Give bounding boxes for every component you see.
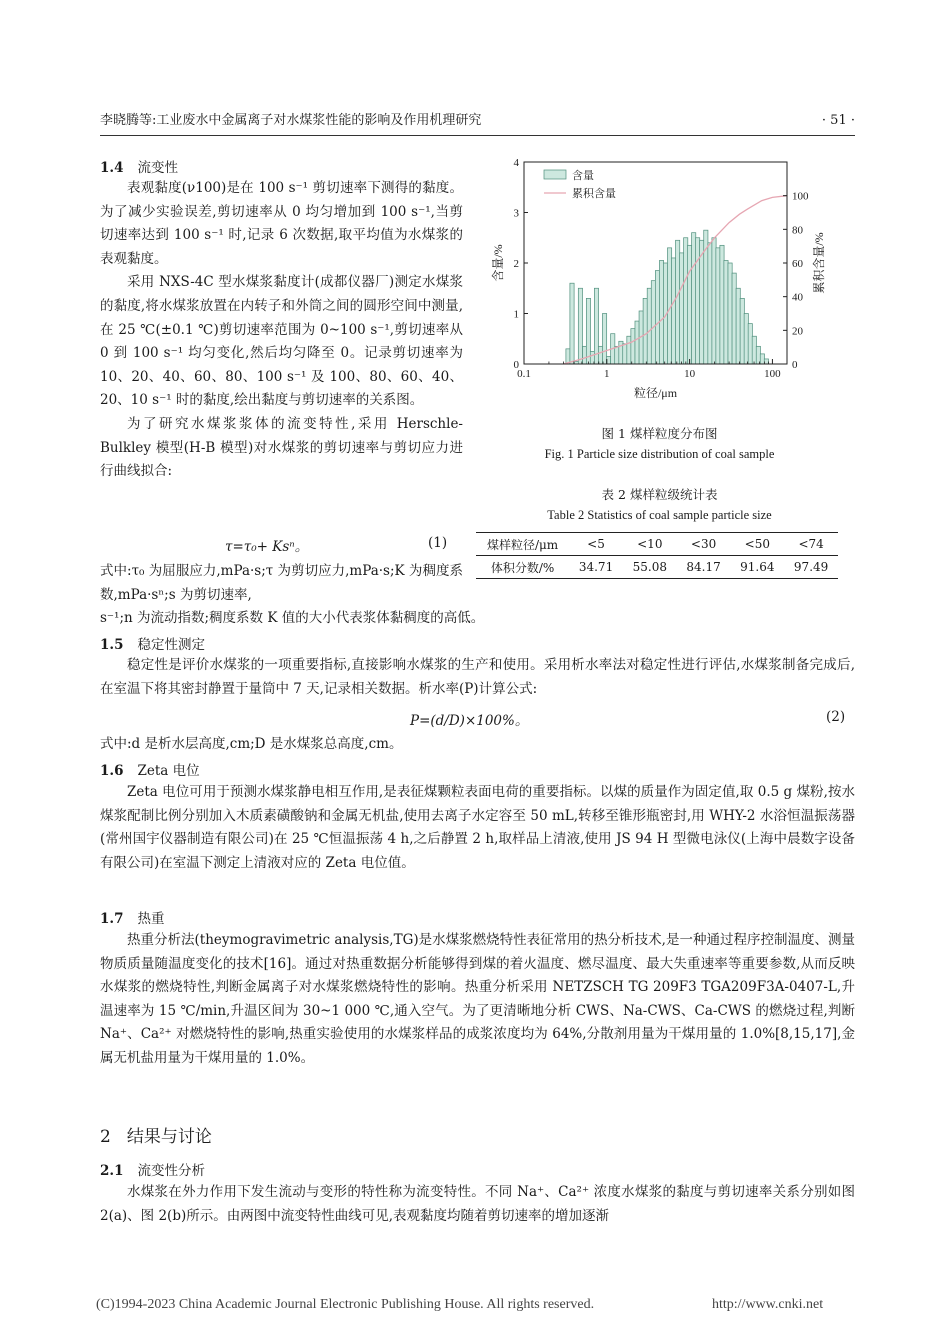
- equation-2-number: (2): [826, 709, 846, 725]
- y2-axis-label: 累积含量/%: [812, 232, 826, 294]
- y-tick-label: 3: [513, 207, 519, 220]
- table-row: [476, 533, 838, 556]
- figure-1-caption: 图 1 煤样粒度分布图: [601, 426, 718, 441]
- section-1-6-heading: [100, 759, 200, 779]
- chart-bar: [635, 321, 639, 364]
- equation-1-where-cont: s⁻¹;n 为流动指数;稠度系数 K 值的大小代表浆体黏稠度的高低。: [100, 610, 485, 626]
- paragraph: 表观黏度(ν100)是在 100 s⁻¹ 剪切速率下测得的黏度。为了减少实验误差,剪切速率从 0 均匀增加到 100 s⁻¹,当剪切速率达到 100 s⁻¹ 时,记录 6 次数据,取平均值为水煤浆的表观黏度。: [100, 180, 463, 267]
- chart-bar: [724, 260, 728, 364]
- copyright-footer: (C)1994-2023 China Academic Journal Electronic Publishing House. All rights reserved.: [96, 1297, 595, 1312]
- chart-bar: [623, 344, 627, 364]
- y2-tick-label: 80: [792, 224, 803, 237]
- y2-tick-label: 100: [792, 190, 809, 203]
- table-cell: <50: [730, 533, 784, 556]
- x-tick-label: 0.1: [517, 368, 531, 380]
- equation-1-number: (1): [428, 535, 448, 551]
- chart-bar: [676, 240, 680, 364]
- legend-swatch-bars: [544, 170, 566, 179]
- chart-bar: [647, 288, 651, 364]
- chart-bar: [615, 346, 619, 364]
- chart-bar: [744, 314, 748, 365]
- y-tick-label: 4: [513, 157, 519, 169]
- y2-tick-label: 0: [792, 359, 798, 371]
- section-title: 热重: [137, 911, 165, 927]
- y2-tick-label: 20: [792, 325, 803, 338]
- chart-bar: [672, 258, 676, 364]
- equation-2-where: 式中:d 是析水层高度,cm;D 是水煤浆总高度,cm。: [100, 736, 403, 752]
- chart-bar: [627, 336, 631, 364]
- legend-label: 含量: [572, 170, 594, 182]
- chart-bar: [756, 346, 760, 364]
- section-title: 流变性分析: [137, 1163, 205, 1179]
- table-2-caption-en: Table 2 Statistics of coal sample particle size: [547, 508, 772, 522]
- section-number: 1.7: [100, 911, 124, 927]
- table-cell: 体积分数/%: [476, 556, 569, 579]
- chart-bar: [578, 288, 582, 364]
- chart-bar: [651, 281, 655, 364]
- y-tick-label: 1: [513, 308, 519, 321]
- chart-bar: [708, 243, 712, 364]
- chart-bar: [696, 238, 700, 364]
- paragraph: Zeta 电位可用于预测水煤浆静电相互作用,是表征煤颗粒表面电荷的重要指标。以煤的质量作为固定值,取 0.5 g 煤粉,按水煤浆配制比例分别加入木质素磺酸钠和金属无机盐,使用去离子水定容至 50 mL,转移至锥形瓶密封,用 WHY-2 水浴恒温振荡器(常州国宇仪器制造有限公司)在 25 ℃恒温振荡 4 h,之后静置 2 h,取样品上清液,使用 JS 94 H 型微电泳仪(上海中晨数字设备有限公司)在室温下测定上清液对应的 Zeta 电位值。: [100, 784, 855, 871]
- table-cell: 91.64: [730, 556, 784, 579]
- chart-bar: [631, 329, 635, 364]
- table-row: [476, 556, 838, 579]
- y-tick-label: 2: [513, 258, 519, 270]
- x-axis-label: 粒径/μm: [633, 386, 678, 400]
- chart-bar: [659, 260, 663, 364]
- chart-bar: [680, 253, 684, 364]
- table-cell: <30: [677, 533, 731, 556]
- section-1-5-body: [100, 654, 855, 701]
- paragraph: 热重分析法(theymogravimetric analysis,TG)是水煤浆燃烧特性表征常用的热分析技术,是一种通过程序控制温度、测量物质质量随温度变化的技术[16]。通过对热重数据分析能够得到煤的着火温度、燃尽温度、最大失重速率等重要参数,从而反映水煤浆的燃烧特性,判断金属离子对水煤浆燃烧特性的影响。热重分析采用 NETZSCH TG 209F3 TGA209F3A-0407-L,升温速率为 15 ℃/min,升温区间为 30~1 000 ℃,通入空气。为了更清晰地分析 CWS、Na-CWS、Ca-CWS 的燃烧过程,判断 Na⁺、Ca²⁺ 对燃烧特性的影响,热重实验使用的水煤浆样品的成浆浓度均为 64%,分散剂用量为干煤用量的 1.0%[8,15,17],金属无机盐用量为干煤用量的 1.0%。: [100, 932, 855, 1066]
- chart-bar: [655, 271, 659, 364]
- equation-1-where: 式中:τ₀ 为屈服应力,mPa·s;τ 为剪切应力,mPa·s;K 为稠度系数,mPa·sⁿ;s 为剪切速率,: [100, 563, 463, 603]
- y2-tick-label: 60: [792, 258, 803, 270]
- table-2-caption: 表 2 煤样粒级统计表: [601, 487, 718, 502]
- chart-bar: [748, 324, 752, 364]
- particle-size-table: [476, 532, 838, 579]
- table-cell: 84.17: [677, 556, 731, 579]
- chart-bar: [688, 245, 692, 364]
- chart-bar: [736, 288, 740, 364]
- x-tick-label: 1: [604, 368, 610, 380]
- paragraph: 采用 NXS-4C 型水煤浆黏度计(成都仪器厂)测定水煤浆的黏度,将水煤浆放置在内转子和外筒之间的圆形空间中测量,在 25 ℃(±0.1 ℃)剪切速率范围为 0~100 s⁻¹,剪切速率从 0 到 100 s⁻¹ 均匀变化,然后均匀降至 0。记录剪切速率为 10、20、40、60、80、100 s⁻¹ 及 100、80、60、40、20、10 s⁻¹ 时的黏度,绘出黏度与剪切速率的关系图。: [100, 274, 463, 409]
- chart-bar: [740, 298, 744, 364]
- chart-bar: [732, 273, 736, 364]
- chart-bar: [720, 245, 724, 364]
- equation-1: τ=τ₀+ Ksⁿ。: [225, 539, 309, 555]
- section-1-6-body: [100, 781, 855, 875]
- equation-2: P=(d/D)×100%。: [410, 713, 529, 729]
- section-number: 2.1: [100, 1163, 124, 1179]
- chapter-title: 结果与讨论: [126, 1127, 212, 1147]
- table-cell: <74: [784, 533, 838, 556]
- page-number: · 51 ·: [821, 113, 855, 128]
- chart-bar: [764, 359, 768, 364]
- chart-bar: [760, 354, 764, 364]
- chart-bar: [716, 248, 720, 364]
- chapter-number: 2: [100, 1127, 111, 1147]
- table-cell: <10: [623, 533, 677, 556]
- chart-bar: [712, 238, 716, 364]
- section-number: 1.6: [100, 763, 124, 779]
- section-title: 流变性: [137, 160, 178, 176]
- section-2-1-body: [100, 1181, 855, 1228]
- x-tick-label: 10: [684, 368, 696, 380]
- section-1-7-body: [100, 929, 855, 1071]
- table-cell: <5: [569, 533, 623, 556]
- section-title: 稳定性测定: [137, 637, 205, 653]
- figure-1-caption-en: Fig. 1 Particle size distribution of coal sample: [544, 447, 775, 461]
- particle-size-chart: [482, 148, 852, 408]
- section-1-4-body: [100, 177, 463, 484]
- chart-bar: [586, 298, 590, 364]
- section-1-4-heading: [100, 156, 178, 176]
- running-header-title: 李晓腾等:工业废水中金属离子对水煤浆性能的影响及作用机理研究: [100, 113, 482, 128]
- table-cell: 34.71: [569, 556, 623, 579]
- paragraph: 为了研究水煤浆浆体的流变特性,采用 Herschle-Bulkley 模型(H-B 模型)对水煤浆的剪切速率与剪切应力进行曲线拟合:: [100, 415, 463, 480]
- chart-bar: [570, 283, 574, 364]
- section-2-1-heading: [100, 1159, 205, 1179]
- chart-bar: [598, 346, 602, 364]
- y-axis-label: 含量/%: [491, 244, 505, 282]
- section-number: 1.4: [100, 160, 124, 176]
- running-header: [100, 111, 855, 136]
- table-cell: 55.08: [623, 556, 677, 579]
- chart-bar: [594, 288, 598, 364]
- footer-url: http://www.cnki.net: [712, 1297, 824, 1312]
- chart-bar: [692, 233, 696, 364]
- chart-bar: [752, 336, 756, 364]
- section-title: Zeta 电位: [137, 763, 200, 779]
- legend-label: 累积含量: [572, 188, 616, 200]
- chapter-2-heading: [100, 1122, 212, 1147]
- section-number: 1.5: [100, 637, 124, 653]
- chart-bar: [643, 298, 647, 364]
- x-tick-label: 100: [764, 368, 781, 380]
- paragraph: 稳定性是评价水煤浆的一项重要指标,直接影响水煤浆的生产和使用。采用析水率法对稳定性进行评估,水煤浆制备完成后,在室温下将其密封静置于量筒中 7 天,记录相关数据。析水率(P)计算公式:: [100, 657, 855, 697]
- section-1-5-heading: [100, 633, 205, 653]
- chart-bar: [602, 314, 606, 365]
- table-cell: 煤样粒径/μm: [476, 533, 569, 556]
- y2-tick-label: 40: [792, 291, 803, 304]
- y-tick-label: 0: [513, 359, 519, 371]
- paragraph: 水煤浆在外力作用下发生流动与变形的特性称为流变特性。不同 Na⁺、Ca²⁺ 浓度水煤浆的黏度与剪切速率关系分别如图 2(a)、图 2(b)所示。由两图中流变特性曲线可见,表观黏度均随着剪切速率的增加逐渐: [100, 1184, 855, 1224]
- section-1-7-heading: [100, 907, 165, 927]
- chart-bar: [700, 240, 704, 364]
- chart-bar: [728, 263, 732, 364]
- table-cell: 97.49: [784, 556, 838, 579]
